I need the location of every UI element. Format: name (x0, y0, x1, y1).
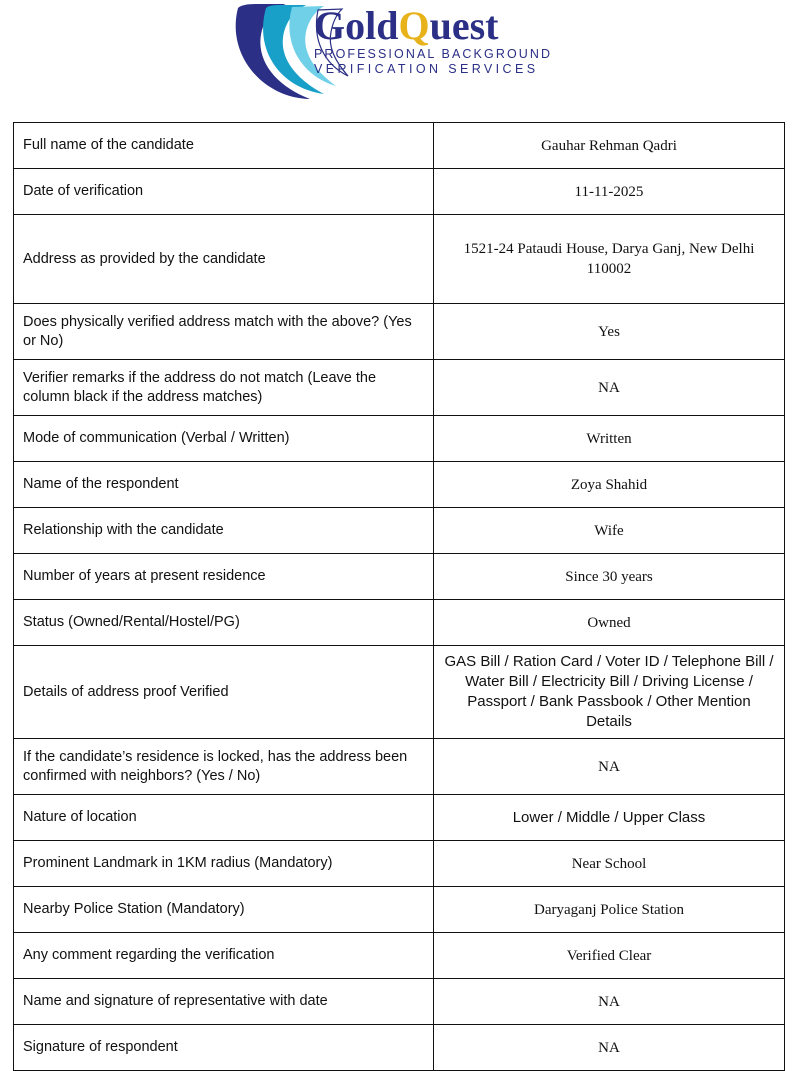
row-label: Full name of the candidate (14, 123, 434, 169)
logo-title-q: Q (398, 3, 430, 48)
logo-wordmark (314, 3, 579, 76)
table-row (14, 554, 785, 600)
row-label: Details of address proof Verified (14, 646, 434, 739)
row-value: Written (434, 416, 785, 462)
row-label: Any comment regarding the verification (14, 933, 434, 979)
row-value: Since 30 years (434, 554, 785, 600)
logo-header (0, 0, 798, 122)
row-label: Prominent Landmark in 1KM radius (Mandatory) (14, 841, 434, 887)
row-value: Daryaganj Police Station (434, 887, 785, 933)
row-value: NA (434, 360, 785, 416)
logo-title (314, 3, 579, 48)
row-label: Address as provided by the candidate (14, 215, 434, 304)
row-label: If the candidate’s residence is locked, has the address been confirmed with neighbors? (Yes / No) (14, 739, 434, 795)
row-value: Zoya Shahid (434, 462, 785, 508)
row-value: 1521-24 Pataudi House, Darya Ganj, New Delhi 110002 (434, 215, 785, 304)
row-label: Does physically verified address match with the above? (Yes or No) (14, 304, 434, 360)
table-row (14, 795, 785, 841)
table-row (14, 169, 785, 215)
table-row (14, 739, 785, 795)
table-row (14, 979, 785, 1025)
logo-title-gold: Gold (314, 3, 399, 48)
row-label: Status (Owned/Rental/Hostel/PG) (14, 600, 434, 646)
table-row (14, 304, 785, 360)
table-row (14, 1025, 785, 1071)
row-value: NA (434, 1025, 785, 1071)
row-value: Lower / Middle / Upper Class (434, 795, 785, 841)
row-label: Signature of respondent (14, 1025, 434, 1071)
row-value: Gauhar Rehman Qadri (434, 123, 785, 169)
table-row (14, 360, 785, 416)
logo-tagline-line2: VERIFICATION SERVICES (314, 62, 539, 76)
table-row (14, 887, 785, 933)
row-value: 11-11-2025 (434, 169, 785, 215)
row-value: NA (434, 979, 785, 1025)
row-value: Near School (434, 841, 785, 887)
row-label: Nearby Police Station (Mandatory) (14, 887, 434, 933)
row-value: NA (434, 739, 785, 795)
row-label: Number of years at present residence (14, 554, 434, 600)
row-label: Name and signature of representative with date (14, 979, 434, 1025)
goldquest-logo (232, 2, 577, 102)
logo-title-uest: uest (429, 3, 499, 48)
row-value: Owned (434, 600, 785, 646)
table-row (14, 215, 785, 304)
row-value: Wife (434, 508, 785, 554)
table-row (14, 508, 785, 554)
row-label: Relationship with the candidate (14, 508, 434, 554)
row-label: Name of the respondent (14, 462, 434, 508)
row-label: Mode of communication (Verbal / Written) (14, 416, 434, 462)
table-row (14, 123, 785, 169)
table-row (14, 600, 785, 646)
row-value: GAS Bill / Ration Card / Voter ID / Telephone Bill / Water Bill / Electricity Bill / Driving License / Passport / Bank Passbook / Other Mention Details (434, 646, 785, 739)
row-label: Verifier remarks if the address do not match (Leave the column black if the address matches) (14, 360, 434, 416)
row-value: Verified Clear (434, 933, 785, 979)
table-row (14, 646, 785, 739)
row-label: Nature of location (14, 795, 434, 841)
table-row (14, 841, 785, 887)
logo-tagline-line1: PROFESSIONAL BACKGROUND (314, 47, 553, 61)
table-row (14, 462, 785, 508)
row-value: Yes (434, 304, 785, 360)
table-row (14, 933, 785, 979)
row-label: Date of verification (14, 169, 434, 215)
table-row (14, 416, 785, 462)
address-verification-table (13, 122, 785, 1071)
